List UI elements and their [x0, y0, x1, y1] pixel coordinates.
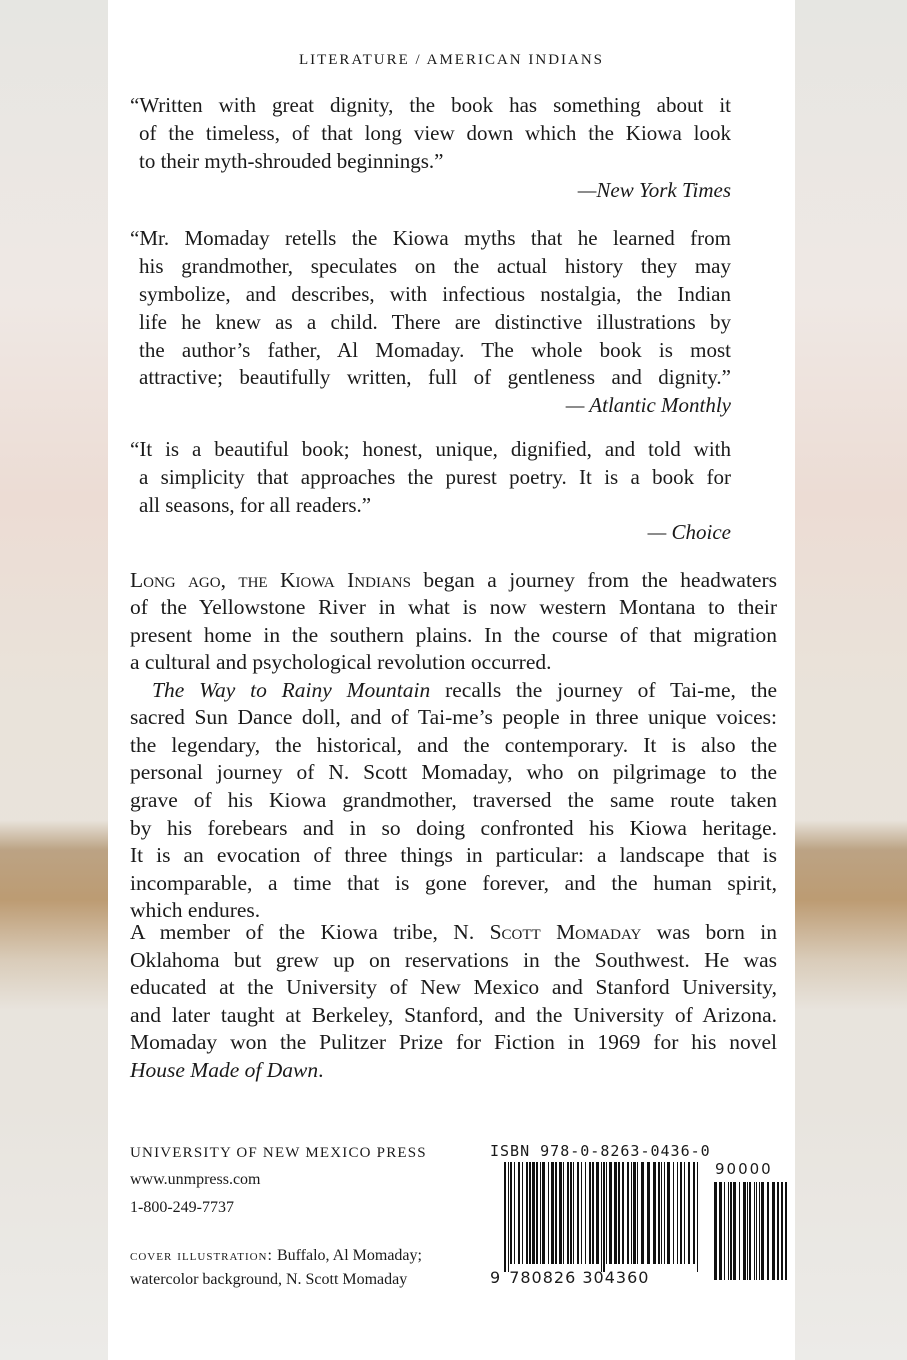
barcode-bar: [559, 1162, 562, 1264]
body-line: the legendary, the historical, and the contemporary. It is also the: [130, 733, 777, 757]
barcode-bar: [551, 1162, 554, 1264]
quote-line: “Mr. Momaday retells the Kiowa myths that he learned from: [130, 226, 731, 250]
barcode-bar: [667, 1162, 670, 1264]
barcode-bar: [633, 1162, 636, 1264]
quote-line: “Written with great dignity, the book has something about it: [130, 93, 731, 117]
barcode-bar: [548, 1162, 549, 1264]
barcode-bar: [647, 1162, 650, 1264]
barcode-bar: [777, 1182, 779, 1280]
barcode-bar: [522, 1162, 523, 1264]
quote-line: to their myth-shrouded beginnings.”: [139, 149, 444, 173]
barcode-bar: [601, 1162, 602, 1272]
publisher-phone: 1-800-249-7737: [130, 1199, 234, 1216]
barcode-bar: [697, 1162, 698, 1272]
barcode-bar: [514, 1162, 515, 1264]
barcode-bar: [761, 1182, 764, 1280]
ean-digits: 780826 304360: [509, 1268, 650, 1287]
barcode-bar: [526, 1162, 528, 1264]
text: .: [318, 1058, 324, 1082]
barcode-bar: [664, 1162, 665, 1264]
barcode-bar: [684, 1162, 685, 1264]
novel-title: House Made of Dawn: [130, 1058, 319, 1082]
text: was born in: [641, 920, 777, 944]
body-line: by his forebears and in so doing confronted his Kiowa heritage.: [130, 816, 777, 840]
credit-text: Buffalo, Al Momaday;: [276, 1247, 422, 1264]
body-line: sacred Sun Dance doll, and of Tai-me’s people in three unique voices:: [130, 705, 777, 729]
author-name: N. Scott Momaday: [453, 920, 642, 944]
credit-label: cover illustration:: [130, 1247, 273, 1264]
barcode-bar: [603, 1162, 605, 1272]
barcode-bar: [759, 1182, 760, 1280]
body-line: and later taught at Berkeley, Stanford, and the University of Arizona.: [130, 1003, 777, 1027]
barcode-bar: [618, 1162, 620, 1264]
barcode-bar: [677, 1162, 678, 1264]
barcode-bar: [592, 1162, 594, 1264]
barcode-bar: [653, 1162, 656, 1264]
body-line: of the Yellowstone River in what is now western Montana to their: [130, 595, 777, 619]
barcode-bar: [754, 1182, 755, 1280]
lead-in: Long ago, the Kiowa Indians: [130, 568, 411, 592]
quote-line: symbolize, and describes, with infectious nostalgia, the Indian: [139, 282, 731, 306]
barcode-bar: [730, 1182, 732, 1280]
barcode-bar: [577, 1162, 579, 1264]
barcode-bar: [596, 1162, 599, 1264]
quote-source: —New York Times: [577, 178, 731, 202]
quote-line: a simplicity that approaches the purest poetry. It is a book for: [139, 465, 731, 489]
isbn-text: ISBN 978-0-8263-0436-0: [490, 1142, 711, 1160]
barcode-bar: [563, 1162, 564, 1264]
barcode-bar: [688, 1162, 690, 1264]
barcode-bar: [673, 1162, 674, 1264]
book-title: The Way to Rainy Mountain: [152, 678, 431, 702]
ean-first-digit: 9: [490, 1268, 501, 1287]
back-cover-panel: [108, 0, 795, 1360]
body-line: [130, 566, 777, 594]
quote-line: “It is a beautiful book; honest, unique, dignified, and told with: [130, 437, 731, 461]
barcode-bar: [747, 1182, 748, 1280]
barcode-bar: [680, 1162, 682, 1264]
barcode-bar: [743, 1182, 746, 1280]
text: began a journey from the headwaters: [410, 568, 778, 592]
body-line: personal journey of N. Scott Momaday, who on pilgrimage to the: [130, 760, 777, 784]
body-line: educated at the University of New Mexico and Stanford University,: [130, 975, 777, 999]
barcode-bar: [767, 1182, 769, 1280]
barcode-bar: [631, 1162, 632, 1264]
quote-line: attractive; beautifully written, full of gentleness and dignity.”: [139, 365, 731, 389]
barcode-bar: [510, 1162, 512, 1264]
barcode-bar: [585, 1162, 586, 1264]
text: A member of the Kiowa tribe,: [130, 920, 454, 944]
barcode-bar: [756, 1182, 757, 1280]
barcode-bar: [627, 1162, 629, 1264]
barcode-bar: [728, 1182, 729, 1280]
quote-line: of the timeless, of that long view down which the Kiowa look: [139, 121, 731, 145]
body-line: Momaday won the Pulitzer Prize for Fiction in 1969 for his novel: [130, 1030, 777, 1054]
barcode-bar: [614, 1162, 617, 1264]
body-line: [152, 676, 777, 704]
barcode-bar: [661, 1162, 662, 1264]
quote-source: — Atlantic Monthly: [565, 393, 731, 417]
barcode-bar: [622, 1162, 624, 1264]
barcode-bar: [573, 1162, 574, 1264]
quote-line: life he knew as a child. There are distinctive illustrations by: [139, 310, 731, 334]
quote-line: the author’s father, Al Momaday. The whole book is most: [139, 338, 731, 362]
isbn-barcode: [490, 1142, 790, 1292]
barcode-bar: [508, 1162, 509, 1272]
barcode-bar: [504, 1162, 506, 1272]
quote-source: — Choice: [647, 520, 731, 544]
barcode-bar: [540, 1162, 541, 1264]
body-line: grave of his Kiowa grandmother, traversed the same route taken: [130, 788, 777, 812]
barcode-bar: [693, 1162, 695, 1264]
barcode-bar: [529, 1162, 531, 1264]
body-line: Oklahoma but grew up on reservations in the Southwest. He was: [130, 948, 777, 972]
barcode-bar: [785, 1182, 787, 1280]
barcode-bar: [658, 1162, 660, 1264]
quote-line: his grandmother, speculates on the actual history they may: [139, 254, 731, 278]
body-line: which endures.: [130, 898, 261, 922]
body-line: incomparable, a time that is gone forever, and the human spirit,: [130, 871, 777, 895]
ean-number: [490, 1268, 649, 1287]
barcode-bar: [739, 1182, 740, 1280]
category-label: LITERATURE / AMERICAN INDIANS: [298, 52, 605, 68]
barcode-bar: [714, 1182, 717, 1280]
barcode-bar: [589, 1162, 591, 1264]
barcode-bar: [555, 1162, 557, 1264]
quote-line: all seasons, for all readers.”: [139, 493, 372, 517]
addon-number: 90000: [715, 1160, 773, 1178]
barcode-bar: [719, 1182, 722, 1280]
body-line: [130, 1056, 777, 1084]
barcode-bar: [536, 1162, 538, 1264]
barcode-bar: [570, 1162, 572, 1264]
barcode-bar: [542, 1162, 545, 1264]
barcode-bar: [733, 1182, 736, 1280]
body-line: a cultural and psychological revolution occurred.: [130, 650, 552, 674]
body-line: It is an evocation of three things in particular: a landscape that is: [130, 843, 777, 867]
barcode-bar: [532, 1162, 535, 1264]
barcode-bar: [606, 1162, 607, 1264]
barcode-bar: [581, 1162, 582, 1264]
text: recalls the journey of Tai-me, the: [430, 678, 777, 702]
publisher-name: UNIVERSITY OF NEW MEXICO PRESS: [130, 1145, 427, 1161]
cover-credit: [130, 1244, 422, 1268]
body-line: present home in the southern plains. In the course of that migration: [130, 623, 777, 647]
barcode-bar: [772, 1182, 775, 1280]
barcode-bar: [609, 1162, 612, 1264]
barcode-bar: [641, 1162, 644, 1264]
cover-credit-2: watercolor background, N. Scott Momaday: [130, 1271, 408, 1288]
barcode-bar: [518, 1162, 520, 1264]
barcode-bar: [567, 1162, 569, 1264]
barcode-bar: [749, 1182, 751, 1280]
barcode-bar: [637, 1162, 638, 1264]
body-line: [130, 918, 777, 946]
publisher-website[interactable]: www.unmpress.com: [130, 1171, 261, 1188]
barcode-bar: [781, 1182, 783, 1280]
barcode-bar: [724, 1182, 725, 1280]
